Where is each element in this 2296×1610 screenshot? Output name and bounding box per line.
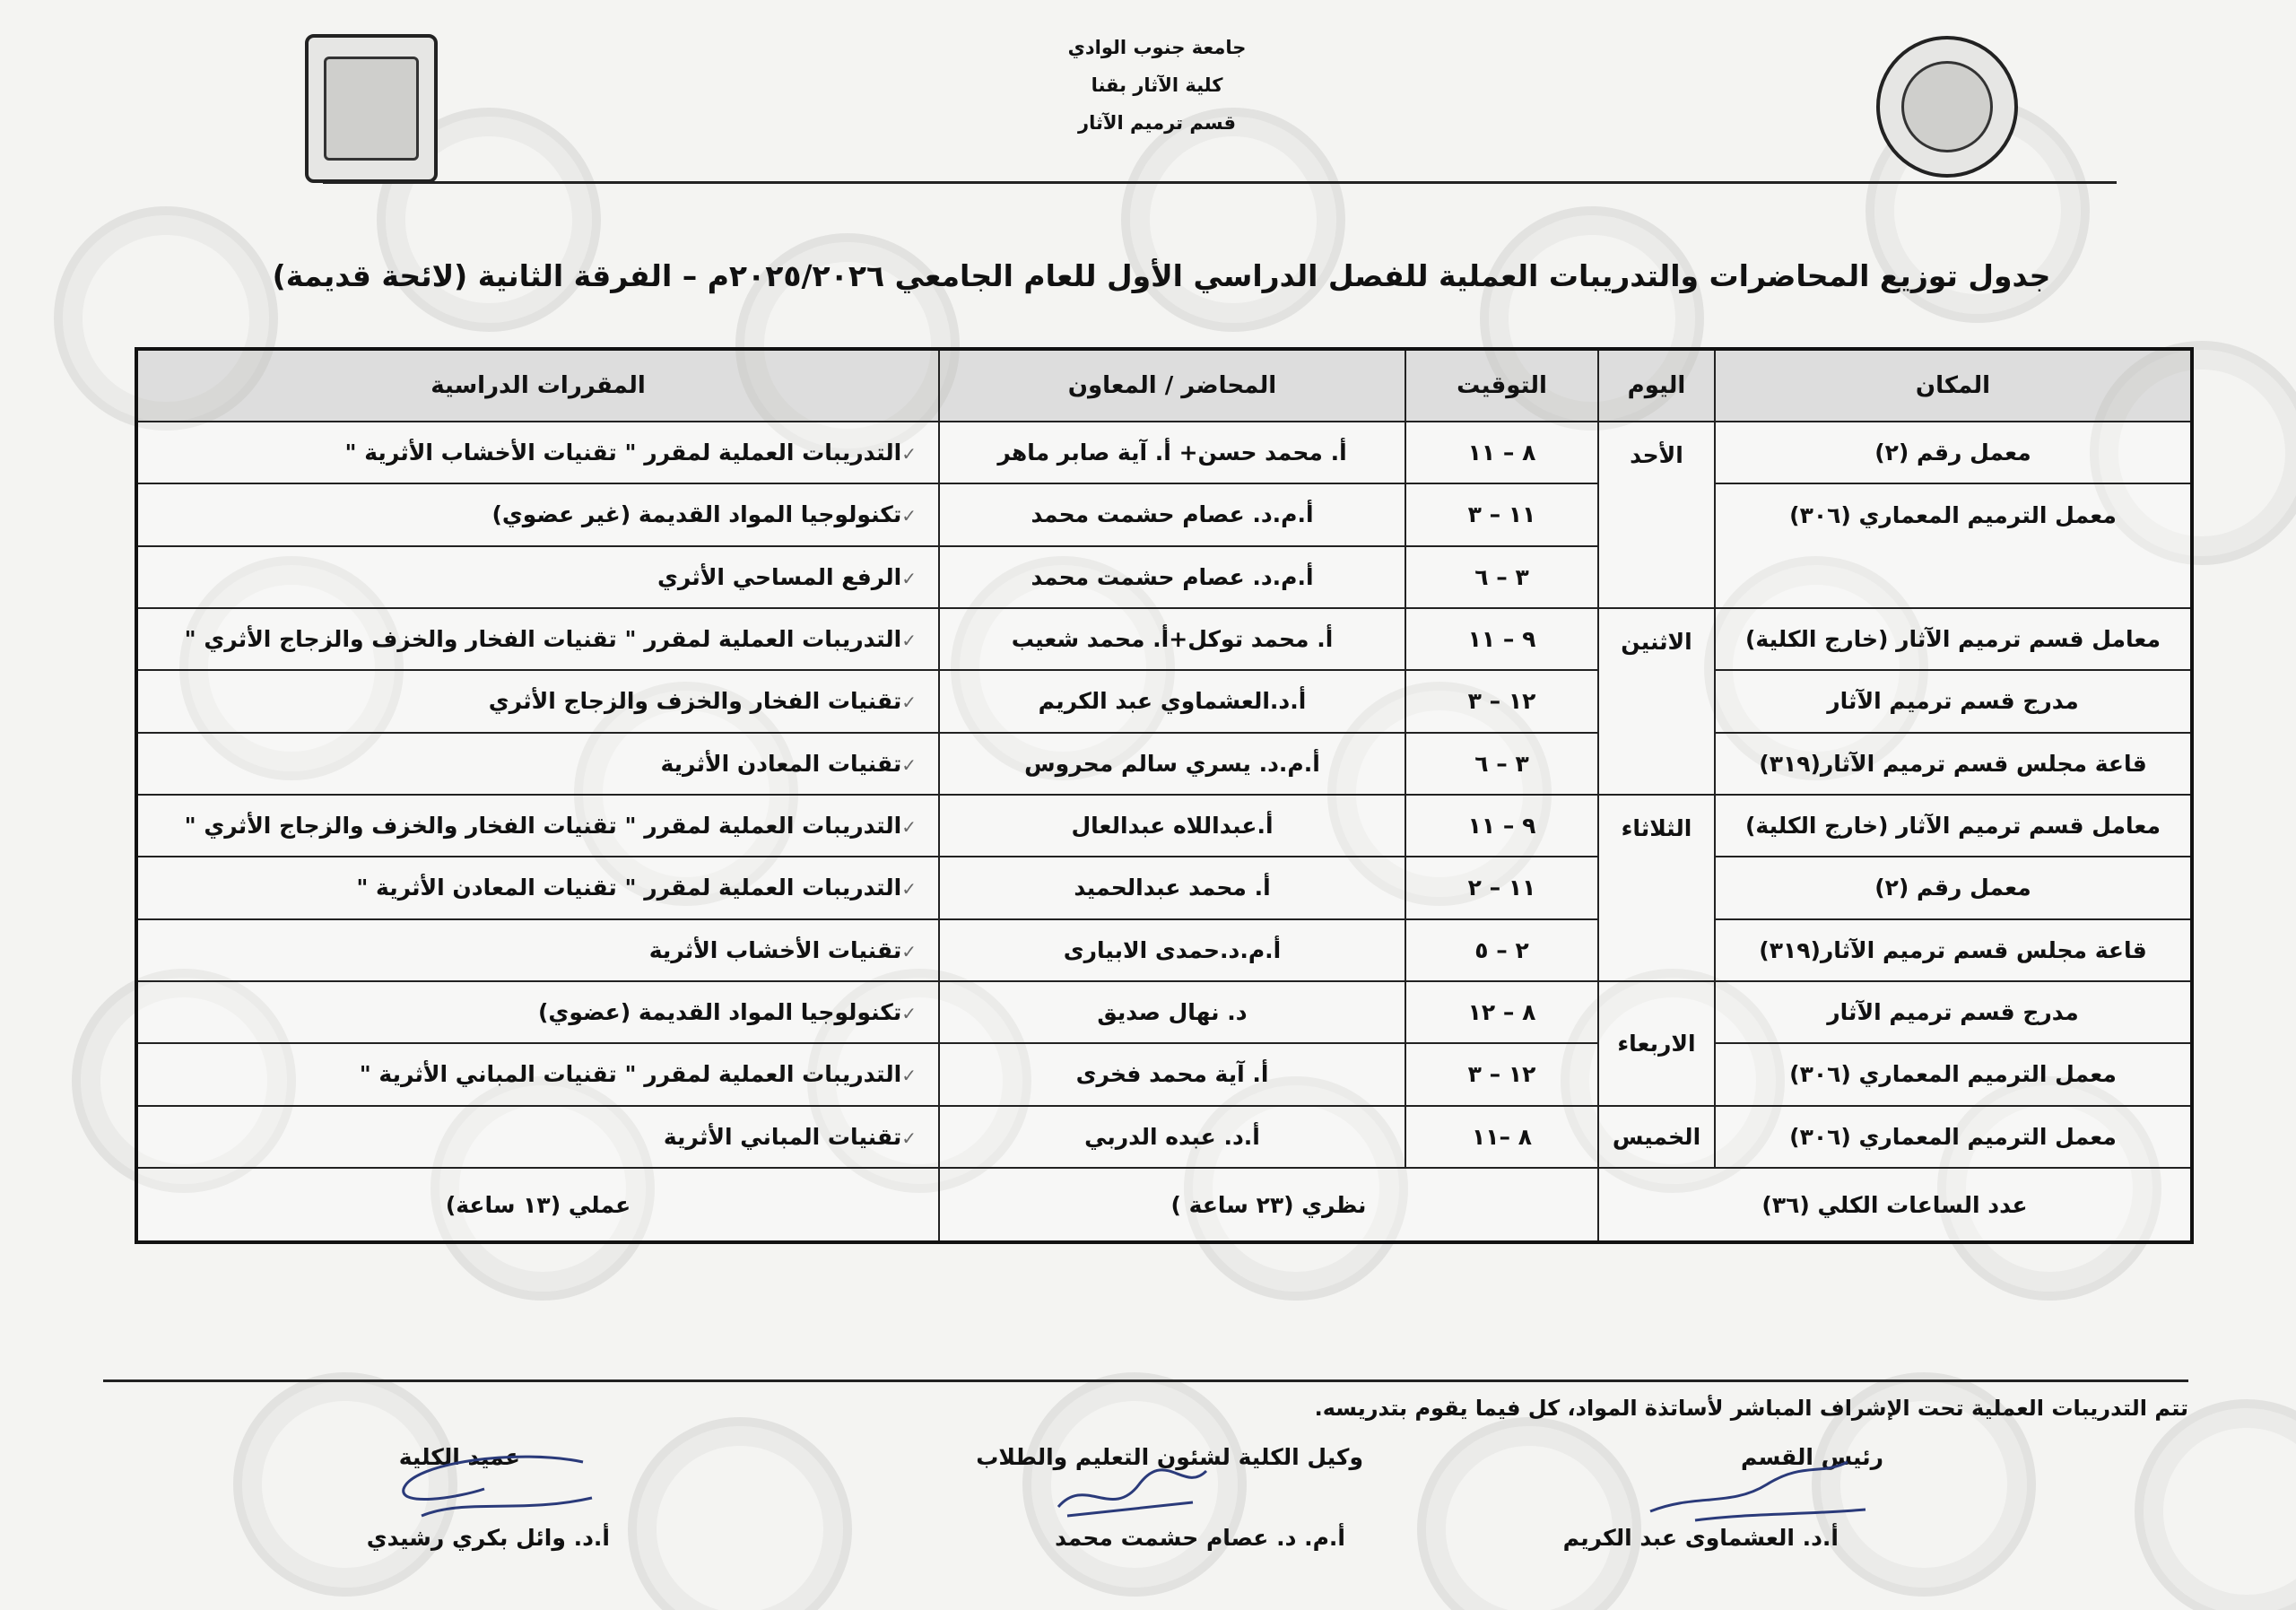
place-cell: مدرج قسم ترميم الآثار bbox=[1715, 670, 2192, 732]
course-cell: ✓التدريبات العملية لمقرر " تقنيات المعادن الأثرية " bbox=[136, 857, 939, 918]
time-cell: ٨ – ١٢ bbox=[1405, 981, 1598, 1043]
time-cell: ١١ – ٢ bbox=[1405, 857, 1598, 918]
table-row bbox=[136, 608, 2192, 670]
dean-name: أ.د. وائل بكري رشيدي bbox=[366, 1525, 610, 1551]
total-hours-cell: عدد الساعات الكلي (٣٦) bbox=[1598, 1168, 2192, 1242]
table-header-row bbox=[136, 349, 2192, 422]
head-signature bbox=[1641, 1458, 1874, 1529]
place-cell: مدرج قسم ترميم الآثار bbox=[1715, 981, 2192, 1043]
check-mark-icon: ✓ bbox=[901, 505, 917, 527]
course-cell: ✓الرفع المساحي الأثري bbox=[136, 546, 939, 608]
lecturer-cell: أ.م.د. يسري سالم محروس bbox=[939, 733, 1405, 795]
table-row bbox=[136, 670, 2192, 732]
table-row bbox=[136, 1043, 2192, 1105]
schedule-table bbox=[135, 347, 2194, 1244]
course-cell: ✓تقنيات الفخار والخزف والزجاج الأثري bbox=[136, 670, 939, 732]
faculty-logo bbox=[305, 34, 438, 183]
course-cell: ✓تقنيات الأخشاب الأثرية bbox=[136, 919, 939, 981]
totals-row bbox=[136, 1168, 2192, 1242]
header-courses: المقررات الدراسية bbox=[136, 349, 939, 422]
head-title: رئيس القسم bbox=[1740, 1444, 1883, 1470]
lecturer-cell: أ.د.العشماوي عبد الكريم bbox=[939, 670, 1405, 732]
check-mark-icon: ✓ bbox=[901, 443, 917, 466]
dean-signature bbox=[386, 1444, 601, 1534]
header-place: المكان bbox=[1715, 349, 2192, 422]
department-name: قسم ترميم الآثار bbox=[1078, 112, 1236, 134]
check-mark-icon: ✓ bbox=[901, 630, 917, 652]
check-mark-icon: ✓ bbox=[901, 567, 917, 589]
header-day: اليوم bbox=[1598, 349, 1715, 422]
check-mark-icon: ✓ bbox=[901, 940, 917, 962]
document-header bbox=[987, 29, 1327, 142]
place-cell: معامل قسم ترميم الآثار (خارج الكلية) bbox=[1715, 795, 2192, 857]
footer-divider bbox=[103, 1379, 2188, 1382]
head-name: أ.د. العشماوى عبد الكريم bbox=[1562, 1525, 1839, 1551]
faculty-name: كلية الآثار بقنا bbox=[1091, 74, 1223, 96]
lecturer-cell: أ.عبداللاه عبدالعال bbox=[939, 795, 1405, 857]
time-cell: ٣ – ٦ bbox=[1405, 546, 1598, 608]
table-row bbox=[136, 919, 2192, 981]
day-cell: الخميس bbox=[1598, 1106, 1715, 1168]
dean-title: عميد الكلية bbox=[398, 1444, 520, 1470]
course-cell: ✓التدريبات العملية لمقرر " تقنيات الفخار والخزف والزجاج الأثري " bbox=[136, 608, 939, 670]
practical-hours-cell: عملي (١٣ ساعة) bbox=[136, 1168, 939, 1242]
page-title: جدول توزيع المحاضرات والتدريبات العملية للفصل الدراسي الأول للعام الجامعي ٢٠٢٥/٢٠٢٦م – الفرقة الثانية (لائحة قديمة) bbox=[272, 258, 2051, 293]
theory-hours-cell: نظري (٢٣ ساعة ) bbox=[939, 1168, 1598, 1242]
course-cell: ✓تكنولوجيا المواد القديمة (غير عضوي) bbox=[136, 483, 939, 545]
time-cell: ٨ – ١١ bbox=[1405, 422, 1598, 483]
header-time: التوقيت bbox=[1405, 349, 1598, 422]
check-mark-icon: ✓ bbox=[901, 1127, 917, 1149]
time-cell: ١١ – ٣ bbox=[1405, 483, 1598, 545]
place-cell: معمل الترميم المعماري (٣٠٦) bbox=[1715, 1106, 2192, 1168]
place-cell: معمل الترميم المعماري (٣٠٦) bbox=[1715, 483, 2192, 608]
lecturer-cell: أ.د. عبده الدربي bbox=[939, 1106, 1405, 1168]
vice-dean-title: وكيل الكلية لشئون التعليم والطلاب bbox=[976, 1444, 1363, 1470]
day-cell: الثلاثاء bbox=[1598, 795, 1715, 981]
place-cell: معمل رقم (٢) bbox=[1715, 857, 2192, 918]
lecturer-cell: أ.م.د. عصام حشمت محمد bbox=[939, 483, 1405, 545]
course-cell: ✓تقنيات المباني الأثرية bbox=[136, 1106, 939, 1168]
course-cell: ✓التدريبات العملية لمقرر " تقنيات المباني الأثرية " bbox=[136, 1043, 939, 1105]
check-mark-icon: ✓ bbox=[901, 878, 917, 901]
table-row bbox=[136, 733, 2192, 795]
lecturer-cell: أ. محمد توكل+أ. محمد شعيب bbox=[939, 608, 1405, 670]
place-cell: معمل الترميم المعماري (٣٠٦) bbox=[1715, 1043, 2192, 1105]
vice-dean-signature bbox=[1040, 1458, 1220, 1529]
check-mark-icon: ✓ bbox=[901, 1003, 917, 1025]
table-row bbox=[136, 795, 2192, 857]
day-cell: الأحد bbox=[1598, 422, 1715, 608]
check-mark-icon: ✓ bbox=[901, 692, 917, 714]
table-row bbox=[136, 981, 2192, 1043]
lecturer-cell: د. نهال صديق bbox=[939, 981, 1405, 1043]
course-cell: ✓التدريبات العملية لمقرر " تقنيات الفخار والخزف والزجاج الأثري " bbox=[136, 795, 939, 857]
course-cell: ✓تقنيات المعادن الأثرية bbox=[136, 733, 939, 795]
header-lecturer: المحاضر / المعاون bbox=[939, 349, 1405, 422]
day-cell: الاثنين bbox=[1598, 608, 1715, 795]
vice-dean-name: أ.م. د. عصام حشمت محمد bbox=[1055, 1525, 1345, 1551]
check-mark-icon: ✓ bbox=[901, 1065, 917, 1087]
university-name: جامعة جنوب الوادي bbox=[1067, 37, 1247, 58]
day-cell: الاربعاء bbox=[1598, 981, 1715, 1106]
place-cell: قاعة مجلس قسم ترميم الآثار(٣١٩) bbox=[1715, 919, 2192, 981]
header-divider bbox=[323, 181, 2117, 184]
check-mark-icon: ✓ bbox=[901, 753, 917, 776]
time-cell: ٩ – ١١ bbox=[1405, 795, 1598, 857]
course-cell: ✓تكنولوجيا المواد القديمة (عضوي) bbox=[136, 981, 939, 1043]
time-cell: ٨ –١١ bbox=[1405, 1106, 1598, 1168]
table-row bbox=[136, 483, 2192, 545]
course-cell: ✓التدريبات العملية لمقرر " تقنيات الأخشاب الأثرية " bbox=[136, 422, 939, 483]
time-cell: ٢ – ٥ bbox=[1405, 919, 1598, 981]
lecturer-cell: أ. آية محمد فخرى bbox=[939, 1043, 1405, 1105]
time-cell: ١٢ – ٣ bbox=[1405, 670, 1598, 732]
lecturer-cell: أ. محمد عبدالحميد bbox=[939, 857, 1405, 918]
place-cell: معامل قسم ترميم الآثار (خارج الكلية) bbox=[1715, 608, 2192, 670]
time-cell: ٩ – ١١ bbox=[1405, 608, 1598, 670]
time-cell: ٣ – ٦ bbox=[1405, 733, 1598, 795]
university-logo bbox=[1876, 36, 2018, 178]
check-mark-icon: ✓ bbox=[901, 816, 917, 839]
lecturer-cell: أ.م.د. عصام حشمت محمد bbox=[939, 546, 1405, 608]
supervision-note: تتم التدريبات العملية تحت الإشراف المباشر لأساتذة المواد، كل فيما يقوم بتدريسه. bbox=[1314, 1396, 2188, 1421]
place-cell: معمل رقم (٢) bbox=[1715, 422, 2192, 483]
lecturer-cell: أ.م.د.حمدى الابيارى bbox=[939, 919, 1405, 981]
time-cell: ١٢ – ٣ bbox=[1405, 1043, 1598, 1105]
table-row bbox=[136, 422, 2192, 483]
place-cell: قاعة مجلس قسم ترميم الآثار(٣١٩) bbox=[1715, 733, 2192, 795]
table-row bbox=[136, 857, 2192, 918]
lecturer-cell: أ. محمد حسن+ أ. آية صابر ماهر bbox=[939, 422, 1405, 483]
table-row bbox=[136, 1106, 2192, 1168]
